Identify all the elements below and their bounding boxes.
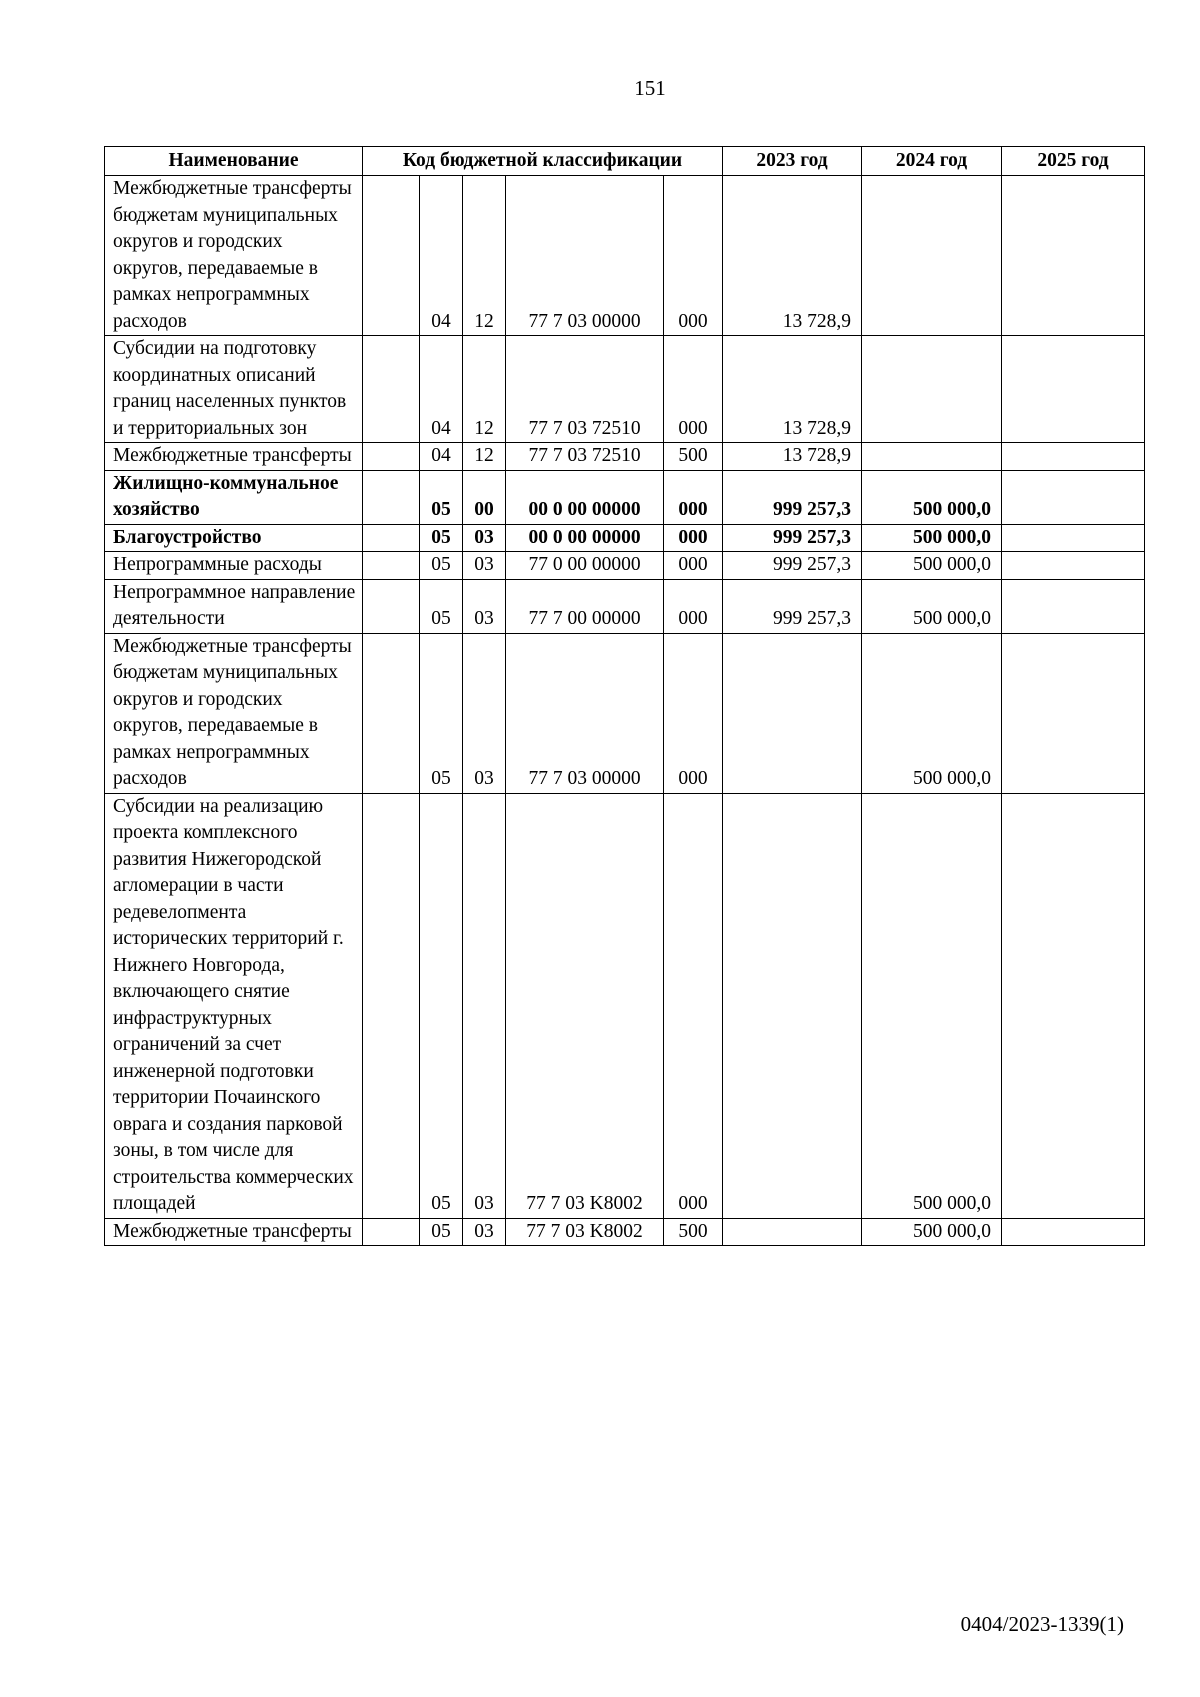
budget-table (104, 146, 1145, 1246)
row-target: 77 7 03 72510 (506, 443, 664, 471)
row-target: 00 0 00 00000 (506, 470, 664, 524)
row-2024: 500 000,0 (862, 524, 1002, 552)
row-name: Межбюджетные трансферты бюджетам муниципальных округов и городских округов, передаваемые в рамках непрограммных расходов (105, 633, 363, 793)
row-subsection: 00 (463, 470, 506, 524)
row-type: 500 (664, 1218, 723, 1246)
row-2025 (1002, 443, 1145, 471)
row-code-e1 (363, 1218, 420, 1246)
row-section: 05 (420, 1218, 463, 1246)
row-type: 500 (664, 443, 723, 471)
row-2025 (1002, 579, 1145, 633)
row-2025 (1002, 552, 1145, 580)
row-section: 05 (420, 470, 463, 524)
row-name: Межбюджетные трансферты (105, 1218, 363, 1246)
document-code: 0404/2023-1339(1) (960, 1612, 1124, 1636)
row-subsection: 03 (463, 524, 506, 552)
table-row (105, 579, 1145, 633)
row-2024: 500 000,0 (862, 633, 1002, 793)
row-target: 77 7 03 K8002 (506, 793, 664, 1218)
row-2024 (862, 443, 1002, 471)
table-row (105, 470, 1145, 524)
row-code-e1 (363, 336, 420, 443)
row-type: 000 (664, 552, 723, 580)
table-row (105, 552, 1145, 580)
table-row (105, 1218, 1145, 1246)
row-name: Непрограммные расходы (105, 552, 363, 580)
row-2023: 13 728,9 (723, 336, 862, 443)
row-section: 04 (420, 176, 463, 336)
row-section: 05 (420, 633, 463, 793)
row-name: Благоустройство (105, 524, 363, 552)
row-target: 77 7 03 00000 (506, 176, 664, 336)
row-2025 (1002, 793, 1145, 1218)
row-name: Непрограммное направление деятельности (105, 579, 363, 633)
row-type: 000 (664, 336, 723, 443)
row-2023 (723, 633, 862, 793)
table-row (105, 524, 1145, 552)
row-subsection: 12 (463, 336, 506, 443)
row-2024: 500 000,0 (862, 470, 1002, 524)
row-target: 77 7 03 K8002 (506, 1218, 664, 1246)
row-code-e1 (363, 443, 420, 471)
row-2023: 999 257,3 (723, 524, 862, 552)
row-section: 04 (420, 443, 463, 471)
header-code: Код бюджетной классификации (363, 147, 723, 176)
row-code-e1 (363, 793, 420, 1218)
row-type: 000 (664, 524, 723, 552)
row-code-e1 (363, 470, 420, 524)
row-section: 05 (420, 552, 463, 580)
row-2024: 500 000,0 (862, 579, 1002, 633)
row-target: 00 0 00 00000 (506, 524, 664, 552)
table-row (105, 443, 1145, 471)
row-subsection: 12 (463, 443, 506, 471)
header-2024: 2024 год (862, 147, 1002, 176)
row-type: 000 (664, 793, 723, 1218)
row-2023: 999 257,3 (723, 552, 862, 580)
row-subsection: 03 (463, 1218, 506, 1246)
row-section: 05 (420, 793, 463, 1218)
row-target: 77 7 00 00000 (506, 579, 664, 633)
row-2024: 500 000,0 (862, 1218, 1002, 1246)
row-2023: 999 257,3 (723, 579, 862, 633)
row-section: 04 (420, 336, 463, 443)
row-type: 000 (664, 633, 723, 793)
row-code-e1 (363, 524, 420, 552)
row-2024: 500 000,0 (862, 793, 1002, 1218)
row-2024 (862, 336, 1002, 443)
table-header-row (105, 147, 1145, 176)
header-name: Наименование (105, 147, 363, 176)
row-name: Жилищно-коммунальное хозяйство (105, 470, 363, 524)
row-subsection: 03 (463, 793, 506, 1218)
row-2023 (723, 793, 862, 1218)
row-code-e1 (363, 633, 420, 793)
table-row (105, 176, 1145, 336)
row-name: Субсидии на реализацию проекта комплексного развития Нижегородской агломерации в части редевелопмента исторических территорий г. Нижнего Новгорода, включающего снятие инфраструктурных ограничений за счет инженерной подготовки территории Почаинского оврага и создания парковой зоны, в том числе для строительства коммерческих площадей (105, 793, 363, 1218)
row-section: 05 (420, 524, 463, 552)
row-2025 (1002, 524, 1145, 552)
row-code-e1 (363, 552, 420, 580)
row-subsection: 12 (463, 176, 506, 336)
row-2024: 500 000,0 (862, 552, 1002, 580)
row-name: Межбюджетные трансферты (105, 443, 363, 471)
row-target: 77 0 00 00000 (506, 552, 664, 580)
row-2025 (1002, 336, 1145, 443)
row-2025 (1002, 1218, 1145, 1246)
row-target: 77 7 03 72510 (506, 336, 664, 443)
row-code-e1 (363, 176, 420, 336)
row-2023: 13 728,9 (723, 176, 862, 336)
table-row (105, 633, 1145, 793)
row-2023: 13 728,9 (723, 443, 862, 471)
row-section: 05 (420, 579, 463, 633)
row-subsection: 03 (463, 633, 506, 793)
row-2025 (1002, 176, 1145, 336)
row-type: 000 (664, 470, 723, 524)
row-type: 000 (664, 579, 723, 633)
row-type: 000 (664, 176, 723, 336)
table-row (105, 793, 1145, 1218)
row-name: Субсидии на подготовку координатных описаний границ населенных пунктов и территориальных зон (105, 336, 363, 443)
row-subsection: 03 (463, 552, 506, 580)
row-name: Межбюджетные трансферты бюджетам муниципальных округов и городских округов, передаваемые в рамках непрограммных расходов (105, 176, 363, 336)
header-2025: 2025 год (1002, 147, 1145, 176)
row-2024 (862, 176, 1002, 336)
page-number: 151 (634, 76, 666, 100)
header-2023: 2023 год (723, 147, 862, 176)
row-2023 (723, 1218, 862, 1246)
row-code-e1 (363, 579, 420, 633)
row-subsection: 03 (463, 579, 506, 633)
row-2025 (1002, 633, 1145, 793)
row-2025 (1002, 470, 1145, 524)
table-row (105, 336, 1145, 443)
row-2023: 999 257,3 (723, 470, 862, 524)
row-target: 77 7 03 00000 (506, 633, 664, 793)
